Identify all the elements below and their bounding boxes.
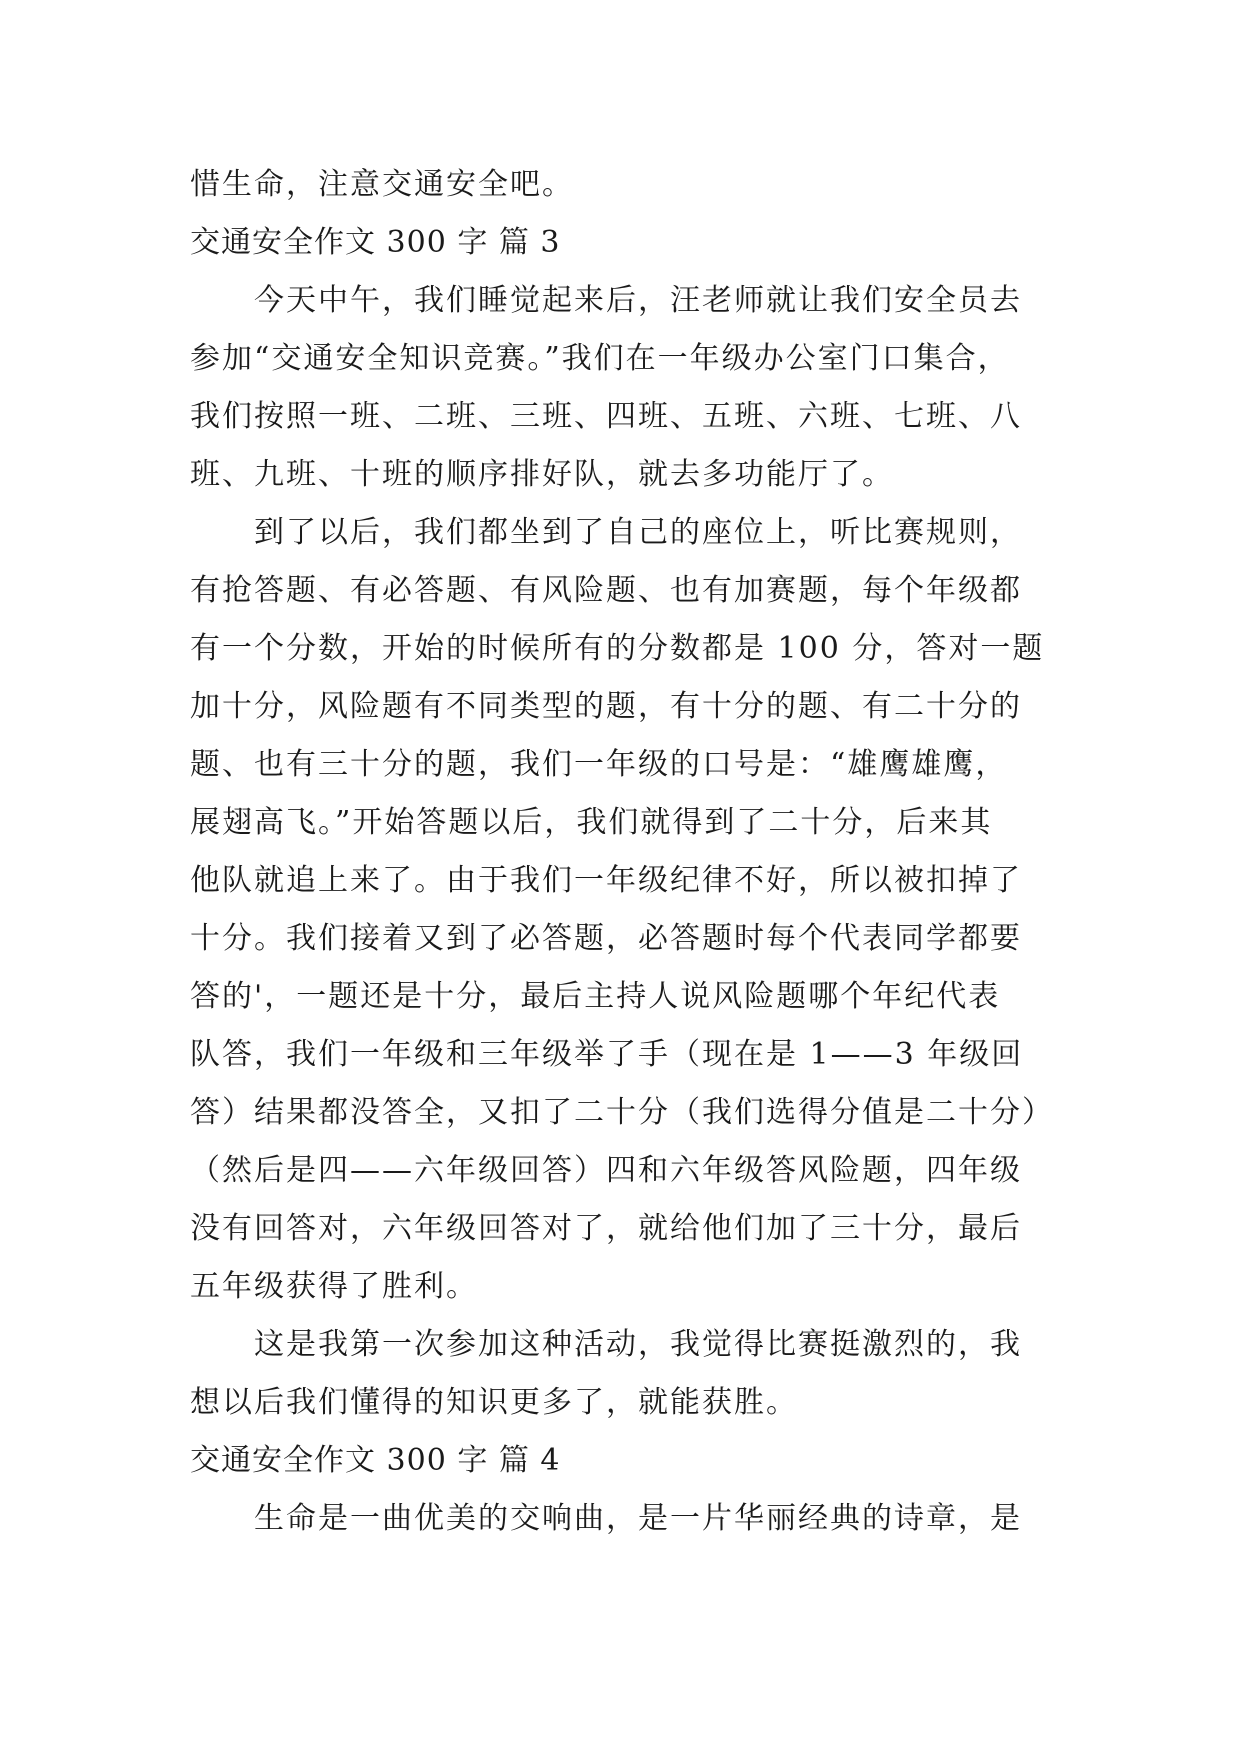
text-line: 班、九班、十班的顺序排好队，就去多功能厅了。 bbox=[190, 457, 894, 492]
text-line: 他队就追上来了。由于我们一年级纪律不好，所以被扣掉了 bbox=[190, 863, 1022, 898]
text-line: 有抢答题、有必答题、有风险题、也有加赛题，每个年级都 bbox=[190, 573, 1022, 608]
document-page bbox=[190, 156, 1060, 1548]
text-line: 队答，我们一年级和三年级举了手（现在是 1——3 年级回 bbox=[190, 1037, 1024, 1072]
paragraph-first-line: 到了以后，我们都坐到了自己的座位上，听比赛规则， bbox=[254, 515, 1022, 550]
paragraph-first-line: 这是我第一次参加这种活动，我觉得比赛挺激烈的，我 bbox=[254, 1327, 1022, 1362]
text-line: 答的'，一题还是十分，最后主持人说风险题哪个年纪代表 bbox=[190, 979, 1001, 1014]
text-line: 我们按照一班、二班、三班、四班、五班、六班、七班、八 bbox=[190, 399, 1022, 434]
paragraph-first-line: 今天中午，我们睡觉起来后，汪老师就让我们安全员去 bbox=[254, 283, 1022, 318]
paragraph-first-line: 生命是一曲优美的交响曲，是一片华丽经典的诗章，是 bbox=[254, 1501, 1022, 1536]
text-line: 没有回答对，六年级回答对了，就给他们加了三十分，最后 bbox=[190, 1211, 1022, 1246]
text-line: （然后是四——六年级回答）四和六年级答风险题，四年级 bbox=[190, 1153, 1022, 1188]
text-line: 十分。我们接着又到了必答题，必答题时每个代表同学都要 bbox=[190, 921, 1022, 956]
text-line: 题、也有三十分的题，我们一年级的口号是：“雄鹰雄鹰， bbox=[190, 747, 1008, 782]
section-heading: 交通安全作文 300 字 篇 3 bbox=[190, 225, 561, 260]
text-line: 有一个分数，开始的时候所有的分数都是 100 分，答对一题 bbox=[190, 631, 1045, 666]
text-line: 加十分，风险题有不同类型的题，有十分的题、有二十分的 bbox=[190, 689, 1022, 724]
section-heading: 交通安全作文 300 字 篇 4 bbox=[190, 1443, 561, 1478]
text-line: 展翅高飞。”开始答题以后，我们就得到了二十分，后来其 bbox=[190, 805, 993, 840]
text-line: 答）结果都没答全，又扣了二十分（我们选得分值是二十分） bbox=[190, 1095, 1054, 1130]
text-line: 五年级获得了胜利。 bbox=[190, 1269, 478, 1304]
text-line: 惜生命，注意交通安全吧。 bbox=[190, 167, 574, 202]
text-line: 参加“交通安全知识竞赛。”我们在一年级办公室门口集合， bbox=[190, 341, 1010, 376]
text-line: 想以后我们懂得的知识更多了，就能获胜。 bbox=[190, 1385, 798, 1420]
